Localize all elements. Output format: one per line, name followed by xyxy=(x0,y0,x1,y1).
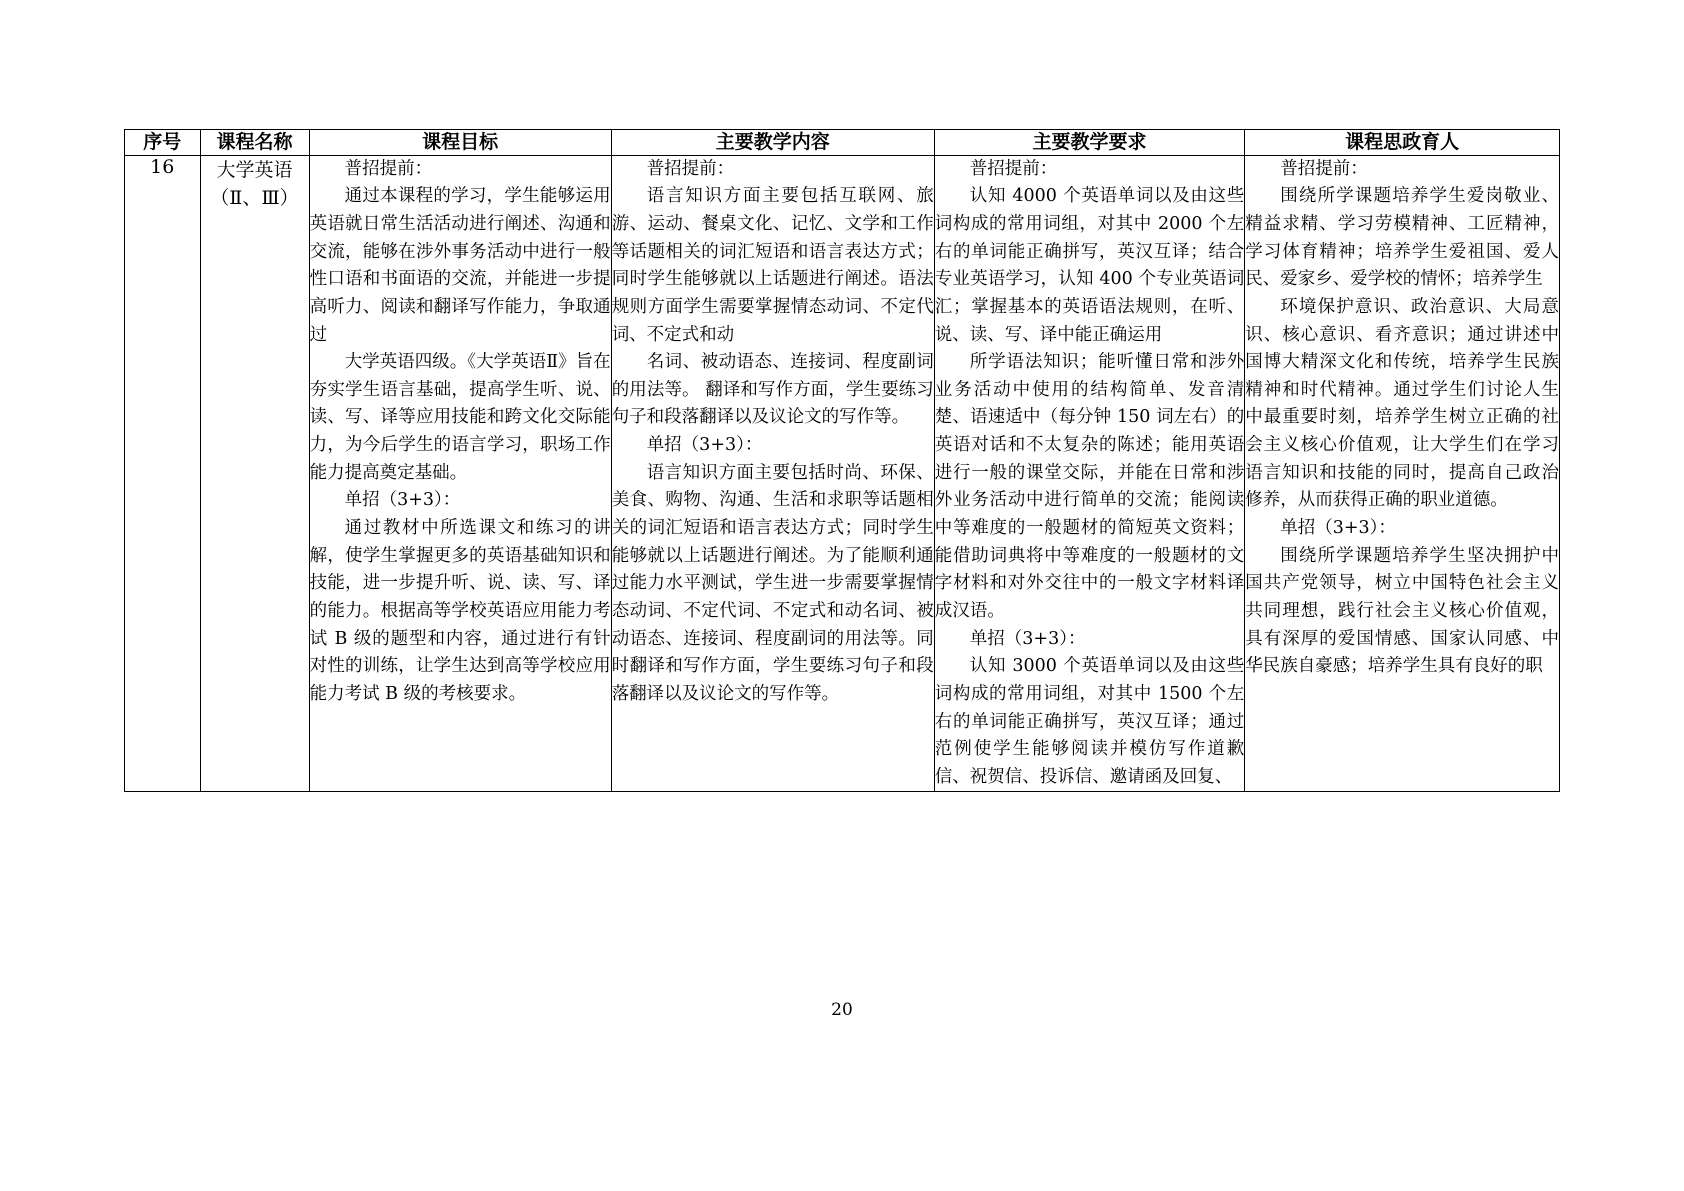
column-header-ideological-education: 课程思政育人 xyxy=(1245,130,1560,156)
cell-ideological-education xyxy=(1245,155,1560,792)
goal-heading-putong: 普招提前： xyxy=(344,158,433,179)
course-name-line-1: 大学英语 xyxy=(216,158,293,181)
ideology-heading-putong: 普招提前： xyxy=(1280,158,1368,179)
content-heading-danzhao: 单招（3+3）： xyxy=(646,435,763,456)
goal-heading-danzhao: 单招（3+3）： xyxy=(344,490,461,511)
content-heading-putong: 普招提前： xyxy=(646,158,735,179)
requirements-paragraph-2: 所学语法知识；能听懂日常和涉外业务活动中使用的结构简单、发音清楚、语速适中（每分钟 150 词左右）的英语对话和不太复杂的陈述；能用英语进行一般的课堂交际，并能在日常和涉外业务活动中进行简单的交流；能阅读中等难度的一般题材的简短英文资料；能借助词典将中等难度的一般题材的文字材料和对外交往中的一般文字材料译成汉语。 xyxy=(934,352,1245,621)
content-paragraph-1: 语言知识方面主要包括互联网、旅游、运动、餐桌文化、记忆、文学和工作等话题相关的词汇短语和语言表达方式；同时学生能够就以上话题进行阐述。语法规则方面学生需要掌握情态动词、不定代词、不定式和动 xyxy=(611,186,934,345)
content-paragraph-3: 语言知识方面主要包括时尚、环保、美食、购物、沟通、生活和求职等话题相关的词汇短语和语言表达方式；同时学生能够就以上话题进行阐述。为了能顺利通过能力水平测试，学生进一步需要掌握情态动词、不定代词、不定式和动名词、被动语态、连接词、程度副词的用法等。同时翻译和写作方面，学生要练习句子和段落翻译以及议论文的写作等。 xyxy=(611,462,934,704)
table-row xyxy=(125,155,1560,792)
column-header-course-name: 课程名称 xyxy=(200,130,309,156)
ideology-heading-danzhao: 单招（3+3）： xyxy=(1280,518,1396,539)
column-header-no: 序号 xyxy=(125,130,201,156)
cell-teaching-requirements xyxy=(934,155,1244,792)
course-name-line-2: （Ⅱ、Ⅲ） xyxy=(210,187,299,210)
requirements-paragraph-1: 认知 4000 个英语单词以及由这些词构成的常用词组，对其中 2000 个左右的单词能正确拼写，英汉互译；结合专业英语学习，认知 400 个专业英语词汇；掌握基本的英语语法规则，在听、说、读、写、译中能正确运用 xyxy=(934,186,1245,345)
goal-paragraph-2: 大学英语四级。《大学英语Ⅱ》旨在夯实学生语言基础，提高学生听、说、读、写、译等应用技能和跨文化交际能力，为今后学生的语言学习，职场工作能力提高奠定基础。 xyxy=(309,352,611,483)
content-paragraph-2: 名词、被动语态、连接词、程度副词的用法等。 翻译和写作方面，学生要练习句子和段落翻译以及议论文的写作等。 xyxy=(611,352,934,428)
table-header-row xyxy=(125,130,1560,156)
cell-course-no: 16 xyxy=(125,155,201,792)
column-header-teaching-content: 主要教学内容 xyxy=(611,130,934,156)
column-header-course-goal: 课程目标 xyxy=(309,130,611,156)
requirements-heading-putong: 普招提前： xyxy=(969,158,1058,179)
cell-course-name xyxy=(200,155,309,792)
page-number: 20 xyxy=(831,1000,853,1020)
cell-teaching-content xyxy=(611,155,934,792)
goal-paragraph-3: 通过教材中所选课文和练习的讲解，使学生掌握更多的英语基础知识和技能，进一步提升听、说、读、写、译的能力。根据高等学校英语应用能力考试 B 级的题型和内容，通过进行有针对性的训练，让学生达到高等学校应用能力考试 B 级的考核要求。 xyxy=(309,518,611,704)
ideology-paragraph-3: 围绕所学课题培养学生坚决拥护中国共产党领导，树立中国特色社会主义共同理想，践行社会主义核心价值观，具有深厚的爱国情感、国家认同感、中华民族自豪感；培养学生具有良好的职 xyxy=(1245,545,1559,677)
column-header-teaching-requirements: 主要教学要求 xyxy=(934,130,1244,156)
course-syllabus-table xyxy=(124,129,1560,792)
ideology-paragraph-2: 环境保护意识、政治意识、大局意识、核心意识、看齐意识；通过讲述中国博大精深文化和传统，培养学生民族精神和时代精神。通过学生们讨论人生中最重要时刻，培养学生树立正确的社会主义核心价值观，让大学生们在学习语言知识和技能的同时，提高自己政治修养，从而获得正确的职业道德。 xyxy=(1245,296,1559,511)
goal-paragraph-1: 通过本课程的学习，学生能够运用英语就日常生活活动进行阐述、沟通和交流，能够在涉外事务活动中进行一般性口语和书面语的交流，并能进一步提高听力、阅读和翻译写作能力，争取通过 xyxy=(309,186,611,345)
ideology-paragraph-1: 围绕所学课题培养学生爱岗敬业、精益求精、学习劳模精神、工匠精神，学习体育精神；培养学生爱祖国、爱人民、爱家乡、爱学校的情怀；培养学生 xyxy=(1245,186,1559,290)
cell-course-goal xyxy=(309,155,611,792)
requirements-paragraph-3: 认知 3000 个英语单词以及由这些词构成的常用词组，对其中 1500 个左右的单词能正确拼写，英汉互译；通过范例使学生能够阅读并模仿写作道歉信、祝贺信、投诉信、邀请函及回复、 xyxy=(934,656,1245,787)
requirements-heading-danzhao: 单招（3+3）： xyxy=(969,628,1086,649)
